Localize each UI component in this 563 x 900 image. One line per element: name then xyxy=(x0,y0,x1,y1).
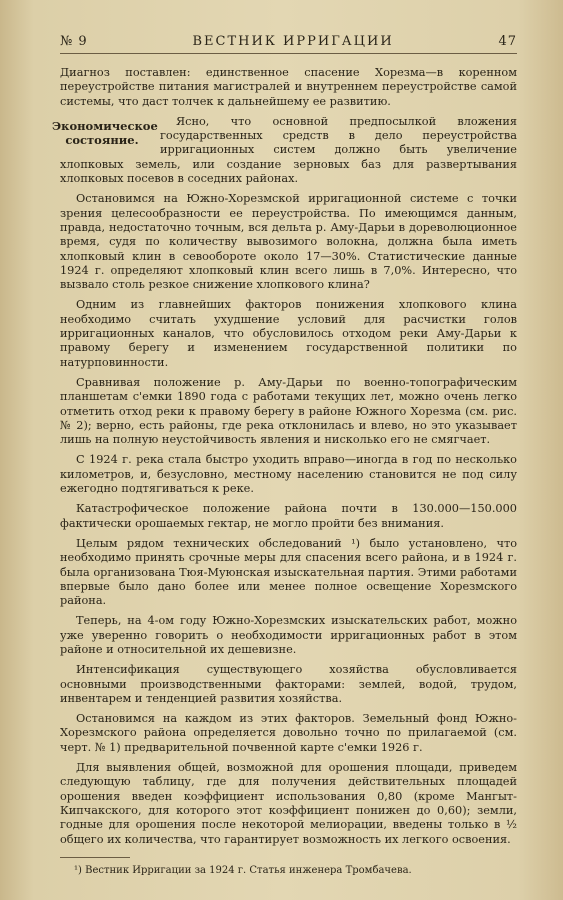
journal-title: ВЕСТНИК ИРРИГАЦИИ xyxy=(192,34,394,49)
paragraph-11: Остановимся на каждом из этих факторов. Земельный фонд Южно-Хорезмского района определяется довольно точно по прилагаемой (см. черт. № 1) предварительной почвенной карте с'емки 1926 г. xyxy=(60,712,517,754)
paragraph-9: Теперь, на 4-ом году Южно-Хорезмских изыскательских работ, можно уже уверенно говорить о необходимости ирригационных работ в этом районе и относительной их дешевизне. xyxy=(60,614,517,656)
paragraph-4: Одним из главнейших факторов понижения хлопкового клина необходимо считать ухудшение условий для расчистки голов ирригационных каналов, что обусловилось отходом реки Аму-Дарьи к правому берегу и изменением государственной политики по натурповинности. xyxy=(60,298,517,369)
paragraph-8: Целым рядом технических обследований ¹) было установлено, что необходимо принять срочные меры для спасения всего района, и в 1924 г. была организована Тюя-Муюнская изыскательная партия. Этими работами впервые было дано более или менее полное освещение Хорезмского района. xyxy=(60,536,517,608)
paragraph-10: Интенсификация существующего хозяйства обусловливается основными производственными факторами: землей, водой, трудом, инвентарем и тенденцией развития хозяйства. xyxy=(60,663,517,705)
page-number: 47 xyxy=(498,34,517,49)
running-header xyxy=(60,34,517,54)
side-heading: Экономическое состояние. xyxy=(52,118,158,147)
paragraph-1: Диагноз поставлен: единственное спасение Хорезма—в коренном переустройстве питания магистралей и внутреннем переустройстве самой системы, что даст толчек к дальнейшему ее развитию. xyxy=(60,66,517,108)
footnote-divider xyxy=(60,857,130,858)
paragraph-3: Остановимся на Южно-Хорезмской ирригационной системе с точки зрения целесообразности ее переустройства. По имеющимся данным, правда, недостаточно точным, вся дельта р. Аму-Дарьи в дореволюционное время, судя по количеству вывозимого волокна, должна была иметь хлопковый клин в севообороте около 17—30%. Статистические данные 1924 г. определяют хлопковый клин всего лишь в 7,0%. Интересно, что вызвало столь резкое снижение хлопкового клина? xyxy=(60,192,517,292)
paragraph-6: С 1924 г. река стала быстро уходить вправо—иногда в год по несколько километров, и, безусловно, местному населению становится не под силу ежегодно подтягиваться к реке. xyxy=(60,453,517,496)
paragraph-5: Сравнивая положение р. Аму-Дарьи по военно-топографическим планшетам с'емки 1890 года с работами текущих лет, можно очень легко отметить отход реки к правому берегу в районе Южного Хорезма (см. рис. № 2); верно, есть районы, где река отклонилась и влево, но это указывает лишь на полную неустойчивость явления и нисколько его не смягчает. xyxy=(60,375,517,447)
issue-number: № 9 xyxy=(60,34,88,49)
paragraph-2: Ясно, что основной предпосылкой вложения государственных средств в дело переустройства ирригационных систем должно быть увеличение хлопковых земель, или создание зерновых баз для развертывания хлопковых посевов в соседних районах. xyxy=(60,114,517,186)
paragraph-7: Катастрофическое положение района почти в 130.000—150.000 фактически орошаемых гектар, не могло пройти без внимания. xyxy=(60,502,517,530)
footnote: ¹) Вестник Ирригации за 1924 г. Статья инженера Тромбачева. xyxy=(74,864,412,876)
paragraph-12: Для выявления общей, возможной для орошения площади, приведем следующую таблицу, где для получения действительных площадей орошения введен коэффициент использования 0,80 (кроме Мангыт-Кипчакского, для которого этот коэффициент понижен до 0,60); земли, годные для орошения после некоторой мелиорации, введены только в ½ общего их количества, что гарантирует возможность их легкого освоения. xyxy=(60,761,517,846)
